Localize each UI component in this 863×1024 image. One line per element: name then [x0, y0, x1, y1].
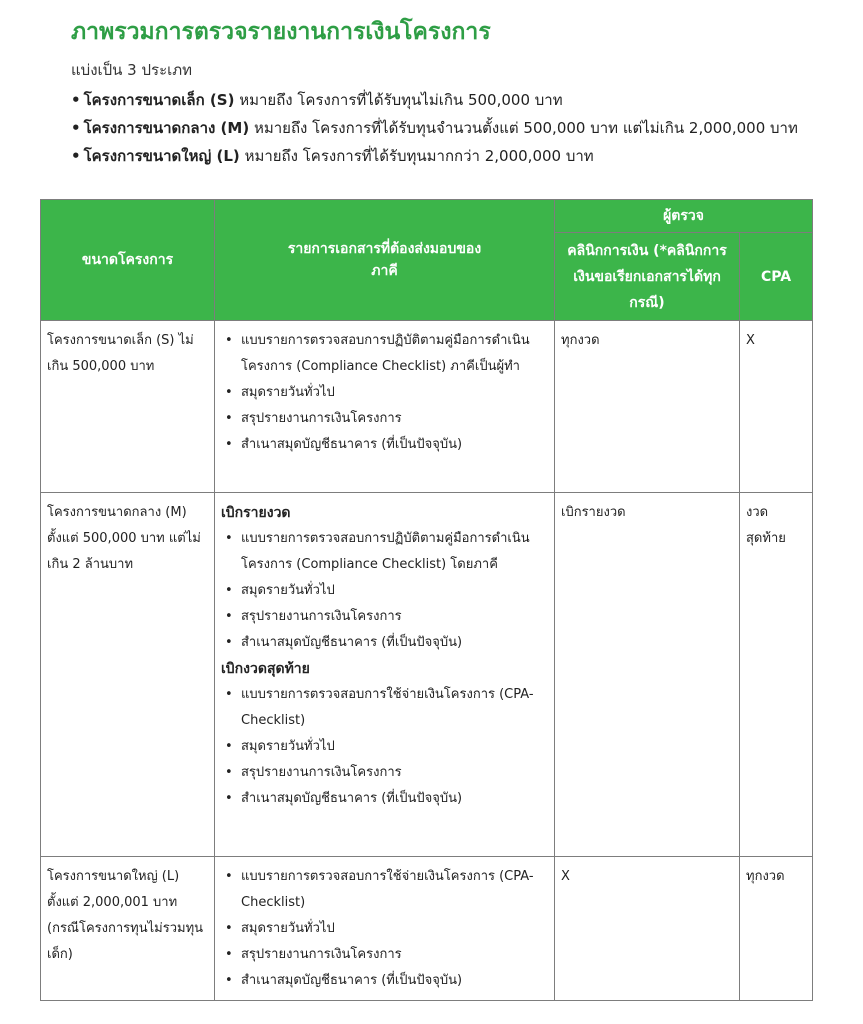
doc-item: • แบบรายการตรวจสอบการใช้จ่ายเงินโครงการ (CPA-Checklist) — [221, 682, 548, 734]
doc-item: • สรุปรายงานการเงินโครงการ — [221, 406, 548, 432]
size-definitions — [71, 90, 798, 174]
header-cpa: CPA — [740, 233, 813, 321]
header-docs: รายการเอกสารที่ต้องส่งมอบของภาคี — [215, 200, 555, 321]
size-cell: โครงการขนาดเล็ก (S) ไม่เกิน 500,000 บาท — [41, 321, 215, 493]
definition-text: หมายถึง โครงการที่ได้รับทุนมากกว่า 2,000,000 บาท — [239, 147, 594, 165]
definition-medium: • โครงการขนาดกลาง (M) หมายถึง โครงการที่ได้รับทุนจำนวนตั้งแต่ 500,000 บาท แต่ไม่เกิน 2,000,000 บาท — [71, 119, 798, 137]
clinic-cell: ทุกงวด — [555, 321, 740, 493]
doc-item: • สมุดรายวันทั่วไป — [221, 380, 548, 406]
doc-item: • สรุปรายงานการเงินโครงการ — [221, 604, 548, 630]
definition-small: • โครงการขนาดเล็ก (S) หมายถึง โครงการที่ได้รับทุนไม่เกิน 500,000 บาท — [71, 91, 563, 109]
definition-name: โครงการขนาดเล็ก (S) — [83, 91, 235, 109]
doc-item: • สำเนาสมุดบัญชีธนาคาร (ที่เป็นปัจจุบัน) — [221, 786, 548, 812]
size-cell: โครงการขนาดใหญ่ (L) ตั้งแต่ 2,000,001 บาท (กรณีโครงการทุนไม่รวมทุนเด็ก) — [41, 857, 215, 1001]
size-cell: โครงการขนาดกลาง (M) ตั้งแต่ 500,000 บาท แต่ไม่เกิน 2 ล้านบาท — [41, 493, 215, 857]
docs-cell — [215, 493, 555, 857]
cpa-cell: ทุกงวด — [740, 857, 813, 1001]
page-subtitle: แบ่งเป็น 3 ประเภท — [71, 61, 193, 79]
doc-item: • สมุดรายวันทั่วไป — [221, 916, 548, 942]
cpa-cell: X — [740, 321, 813, 493]
definition-name: โครงการขนาดกลาง (M) — [83, 119, 250, 137]
docs-cell — [215, 321, 555, 493]
review-table — [40, 199, 813, 1001]
page-title: ภาพรวมการตรวจรายงานการเงินโครงการ — [71, 19, 491, 45]
table-row-large — [41, 857, 813, 1001]
definition-text: หมายถึง โครงการที่ได้รับทุนไม่เกิน 500,000 บาท — [234, 91, 563, 109]
doc-item: • สมุดรายวันทั่วไป — [221, 734, 548, 760]
doc-item: • แบบรายการตรวจสอบการใช้จ่ายเงินโครงการ (CPA-Checklist) — [221, 864, 548, 916]
phase-heading: เบิกรายงวด — [221, 505, 291, 521]
doc-item: • แบบรายการตรวจสอบการปฏิบัติตามคู่มือการดำเนินโครงการ (Compliance Checklist) ภาคีเป็นผู้ทำ — [221, 328, 548, 380]
doc-item: • สรุปรายงานการเงินโครงการ — [221, 760, 548, 786]
definition-large: • โครงการขนาดใหญ่ (L) หมายถึง โครงการที่ได้รับทุนมากกว่า 2,000,000 บาท — [71, 147, 594, 165]
definition-name: โครงการขนาดใหญ่ (L) — [83, 147, 240, 165]
doc-item: • สรุปรายงานการเงินโครงการ — [221, 942, 548, 968]
docs-cell — [215, 857, 555, 1001]
cpa-cell: งวดสุดท้าย — [740, 493, 813, 857]
doc-item: • สำเนาสมุดบัญชีธนาคาร (ที่เป็นปัจจุบัน) — [221, 968, 548, 994]
header-reviewer: ผู้ตรวจ — [555, 200, 813, 233]
table-row-medium — [41, 493, 813, 857]
phase-heading: เบิกงวดสุดท้าย — [221, 661, 310, 677]
doc-item: • สมุดรายวันทั่วไป — [221, 578, 548, 604]
header-clinic: คลินิกการเงิน (*คลินิกการเงินขอเรียกเอกสารได้ทุกกรณี) — [555, 233, 740, 321]
clinic-cell: เบิกรายงวด — [555, 493, 740, 857]
clinic-cell: X — [555, 857, 740, 1001]
doc-item: • สำเนาสมุดบัญชีธนาคาร (ที่เป็นปัจจุบัน) — [221, 432, 548, 458]
doc-item: • แบบรายการตรวจสอบการปฏิบัติตามคู่มือการดำเนินโครงการ (Compliance Checklist) โดยภาคี — [221, 526, 548, 578]
table-row-small — [41, 321, 813, 493]
definition-text: หมายถึง โครงการที่ได้รับทุนจำนวนตั้งแต่ 500,000 บาท แต่ไม่เกิน 2,000,000 บาท — [249, 119, 798, 137]
doc-item: • สำเนาสมุดบัญชีธนาคาร (ที่เป็นปัจจุบัน) — [221, 630, 548, 656]
header-size: ขนาดโครงการ — [41, 200, 215, 321]
